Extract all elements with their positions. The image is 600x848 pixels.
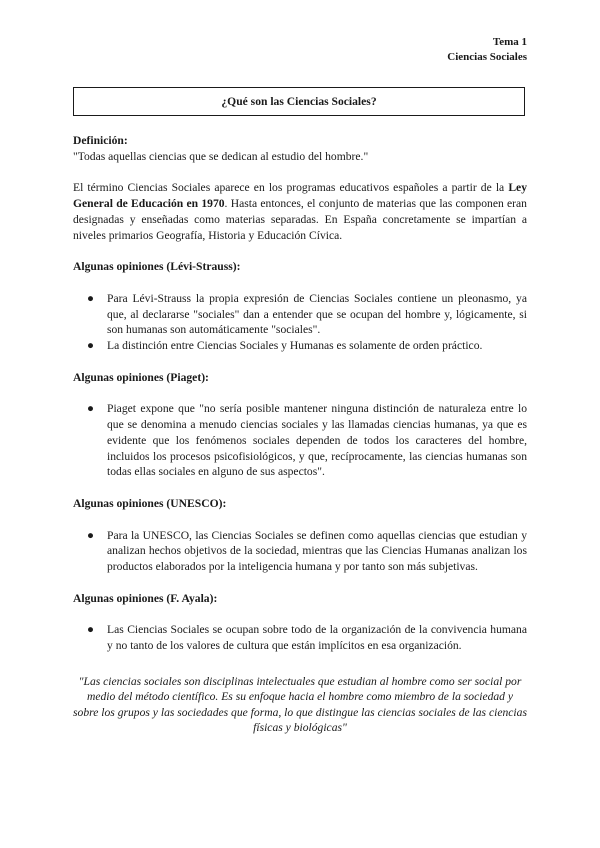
- section-title-unesco: Algunas opiniones (UNESCO):: [73, 496, 227, 510]
- list-item-text: Para la UNESCO, las Ciencias Sociales se definen como aquellas ciencias que estudian y analizan hechos objetivos de la sociedad, mientras que las Ciencias Humanas analizan los productos elaborados por la inteligencia humana y por tanto son más subjetivas.: [107, 528, 527, 574]
- header-topic: Tema 1: [492, 36, 527, 48]
- list-item-text: Las Ciencias Sociales se ocupan sobre todo de la organización de la convivencia humana y no tanto de los valores de cultura que están implícitos en esa organización.: [107, 623, 527, 653]
- intro-text-before: El término Ciencias Sociales aparece en los programas educativos españoles a partir de la: [73, 181, 509, 195]
- intro-paragraph: [73, 180, 527, 243]
- header-subject: Ciencias Sociales: [447, 51, 527, 63]
- page-header: [447, 35, 527, 65]
- bullet-icon: ●: [87, 339, 95, 353]
- list-item-text: Para Lévi-Strauss la propia expresión de Ciencias Sociales contiene un pleonasmo, ya que, al declararse "sociales" dan a entender que se ocupan del hombre y, lógicamente, si son humanas son automáticamente "sociales".: [107, 291, 527, 337]
- list-item: [73, 401, 527, 480]
- page-title-text: ¿Qué son las Ciencias Sociales?: [221, 94, 377, 108]
- page-title: [73, 87, 525, 116]
- bullet-list-piaget: [73, 401, 527, 480]
- bullet-icon: ●: [87, 402, 95, 416]
- section-title-piaget: Algunas opiniones (Piaget):: [73, 370, 209, 384]
- definition-text: "Todas aquellas ciencias que se dedican al estudio del hombre.": [73, 149, 369, 163]
- bullet-icon: ●: [87, 528, 95, 542]
- list-item: [73, 291, 527, 338]
- bullet-list-unesco: [73, 528, 527, 575]
- section-title-ayala: Algunas opiniones (F. Ayala):: [73, 591, 218, 605]
- bullet-icon: ●: [87, 623, 95, 637]
- intro-text-after: . Hasta entonces, el conjunto de materias que las componen eran designadas y enseñadas como materias separadas. En España concretamente se impartían a niveles primarios Geografía, Historia y Educación Cívica.: [73, 197, 527, 242]
- definition-label: Definición:: [73, 134, 128, 147]
- closing-quote: "Las ciencias sociales son disciplinas intelectuales que estudian al hombre como ser social por medio del método científico. Es su enfoque hacia el hombre como miembro de la sociedad y sobre los grupos y las sociedades que forma, lo que distingue las ciencias sociales de las ciencias físicas y biológicas": [73, 674, 527, 735]
- list-item-text: La distinción entre Ciencias Sociales y Humanas es solamente de orden práctico.: [107, 339, 483, 353]
- bullet-list-ayala: [73, 622, 527, 653]
- intro-law-name: Ley General de Educación en 1970: [73, 181, 527, 211]
- document-body: [73, 133, 527, 736]
- list-item: [73, 338, 527, 354]
- list-item: [73, 528, 527, 575]
- list-item: [73, 622, 527, 653]
- list-item-text: Piaget expone que "no sería posible mantener ninguna distinción de naturaleza entre lo que se denomina a menudo ciencias sociales y las llamadas ciencias humanas, ya que es evidente que los fenómenos sociales dependen de todos los caracteres del hombre, incluidos los procesos psicofisiológicos, y que, recíprocamente, las ciencias humanas son todas ellas sociales en alguno de sus aspectos".: [107, 402, 527, 479]
- section-title-levi-strauss: Algunas opiniones (Lévi-Strauss):: [73, 260, 241, 274]
- bullet-list-levi-strauss: [73, 291, 527, 354]
- bullet-icon: ●: [87, 291, 95, 305]
